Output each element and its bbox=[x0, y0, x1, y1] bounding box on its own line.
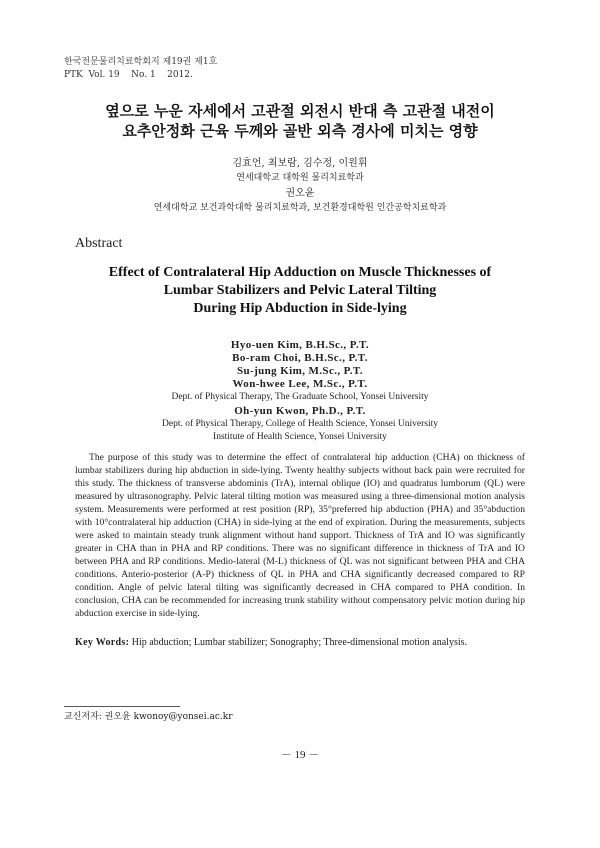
author-affiliation-1: Dept. of Physical Therapy, The Graduate School, Yonsei University bbox=[171, 392, 429, 402]
korean-affiliation: 연세대학교 대학원 물리치료학과 bbox=[236, 173, 364, 183]
abstract-heading: Abstract bbox=[75, 236, 123, 251]
footnote-divider bbox=[64, 706, 180, 707]
korean-authors bbox=[0, 156, 600, 186]
english-title-line2: Lumbar Stabilizers and Pelvic Lateral Tilting bbox=[163, 283, 437, 298]
korean-title-line2: 요추안정화 근육 두께와 골반 외측 경사에 미치는 영향 bbox=[122, 122, 478, 140]
korean-author-name-2: 권오윤 bbox=[285, 188, 315, 199]
journal-korean-line: 한국전문물리치료학회지 제19권 제1호 bbox=[64, 57, 218, 67]
author-3: Su-jung Kim, M.Sc., P.T. bbox=[236, 365, 364, 377]
korean-author-names: 김효언, 최보람, 김수정, 이원휘 bbox=[232, 158, 368, 169]
korean-title-line1: 옆으로 누운 자세에서 고관절 외전시 반대 측 고관절 내전이 bbox=[105, 102, 495, 120]
page-number: － 19 － bbox=[280, 749, 320, 761]
korean-affiliation-2: 연세대학교 보건과학대학 물리치료학과, 보건환경대학원 인간공학치료학과 bbox=[153, 203, 447, 213]
author-4: Won-hwee Lee, M.Sc., P.T. bbox=[232, 378, 368, 390]
english-title bbox=[0, 264, 600, 318]
footnote: 교신저자: 권오윤 kwonoy@yonsei.ac.kr bbox=[64, 712, 233, 722]
english-title-line1: Effect of Contralateral Hip Adduction on Muscle Thicknesses of bbox=[108, 265, 492, 280]
author-affiliation-2: Dept. of Physical Therapy, College of Health Science, Yonsei University bbox=[162, 419, 438, 429]
korean-corresponding-author bbox=[0, 186, 600, 216]
author-5: Oh-yun Kwon, Ph.D., P.T. bbox=[234, 405, 366, 417]
author-affiliation-3: Institute of Health Science, Yonsei University bbox=[213, 432, 387, 442]
journal-header bbox=[64, 56, 217, 82]
journal-english-line: PTK Vol. 19 No. 1 2012. bbox=[64, 70, 193, 80]
abstract-body: The purpose of this study was to determine the effect of contralateral hip adduction (CHA) on thickness of lumbar stabilizers during hip abduction in side-lying. Twenty healthy subjects without back pain were recruited for this study. The thickness of transverse abdominis (TrA), internal oblique (IO) and quadratus lumborum (QL) were measured by ultrasonography. Pelvic lateral tilting motion was measured using a three-dimensional motion analysis system. Measurements were performed at rest position (RP), 35°preferred hip abduction (PHA) and 35°abduction with 10°contralateral hip adduction (CHA) in side-lying at the end of expiration. During the measurements, subjects were asked to maintain steady trunk alignment without hand support. Thickness of TrA and IO was significantly greater in CHA than in PHA and RP conditions. There was no significant difference in thickness of TrA and IO between PHA and RP conditions. Medio-lateral (M-L) thickness of QL was not significant between PHA and CHA conditions. Anterio-posterior (A-P) thickness of QL in PHA and CHA significantly decreased compared to RP condition. Angle of pelvic lateral tilting was significantly decreased in CHA compared to PHA condition. In conclusion, CHA can be recommended for increasing trunk stability without compensatory pelvic motion during hip abduction exercise in side-lying. bbox=[75, 452, 525, 619]
keywords bbox=[75, 636, 525, 649]
author-1: Hyo-uen Kim, B.H.Sc., P.T. bbox=[230, 339, 370, 351]
english-authors bbox=[0, 339, 600, 444]
english-title-line3: During Hip Abduction in Side-lying bbox=[193, 301, 407, 316]
author-2: Bo-ram Choi, B.H.Sc., P.T. bbox=[232, 352, 368, 364]
keywords-text: Hip abduction; Lumbar stabilizer; Sonography; Three-dimensional motion analysis. bbox=[129, 637, 468, 648]
korean-title bbox=[0, 101, 600, 141]
keywords-label: Key Words: bbox=[75, 637, 130, 648]
